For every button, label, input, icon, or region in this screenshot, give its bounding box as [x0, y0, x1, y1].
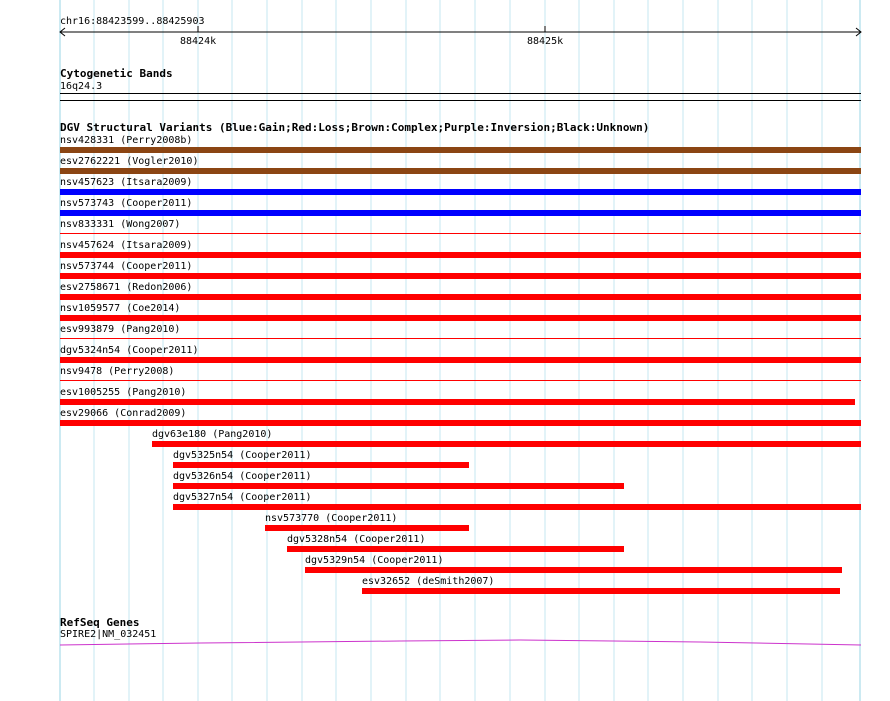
variant-bar[interactable] — [305, 567, 842, 573]
variant-bar[interactable] — [60, 399, 855, 405]
variant-label[interactable]: nsv573770 (Cooper2011) — [265, 513, 398, 524]
variant-bar[interactable] — [362, 588, 840, 594]
variant-bar[interactable] — [60, 315, 861, 321]
variant-label[interactable]: dgv5324n54 (Cooper2011) — [60, 345, 199, 356]
variant-label[interactable]: esv29066 (Conrad2009) — [60, 408, 187, 419]
variant-bar[interactable] — [60, 357, 861, 363]
variant-label[interactable]: nsv1059577 (Coe2014) — [60, 303, 181, 314]
variant-bar[interactable] — [287, 546, 624, 552]
gene-intron-line[interactable] — [60, 640, 861, 645]
variant-label[interactable]: dgv5329n54 (Cooper2011) — [305, 555, 444, 566]
variant-bar[interactable] — [173, 483, 624, 489]
ruler-tick-88424k: 88424k — [180, 36, 217, 47]
variant-bar[interactable] — [60, 294, 861, 300]
variant-bar[interactable] — [60, 147, 861, 153]
cytoband-line-upper — [60, 93, 861, 94]
variant-label[interactable]: nsv457624 (Itsara2009) — [60, 240, 193, 251]
variant-label[interactable]: nsv573744 (Cooper2011) — [60, 261, 193, 272]
gene-label[interactable]: SPIRE2|NM_032451 — [60, 629, 157, 640]
variant-label[interactable]: dgv5325n54 (Cooper2011) — [173, 450, 312, 461]
variant-label[interactable]: esv32652 (deSmith2007) — [362, 576, 495, 587]
variant-label[interactable]: nsv833331 (Wong2007) — [60, 219, 181, 230]
variant-label[interactable]: nsv9478 (Perry2008) — [60, 366, 175, 377]
dgv-track-title: DGV Structural Variants (Blue:Gain;Red:Loss;Brown:Complex;Purple:Inversion;Black:Unknown) — [60, 121, 650, 134]
cytoband-line-lower — [60, 100, 861, 101]
variant-bar[interactable] — [60, 420, 861, 426]
ruler-axis[interactable] — [0, 0, 890, 60]
variant-bar[interactable] — [60, 233, 861, 234]
variant-bar[interactable] — [265, 525, 469, 531]
variant-label[interactable]: dgv5328n54 (Cooper2011) — [287, 534, 426, 545]
variant-bar[interactable] — [60, 168, 861, 174]
variant-bar[interactable] — [60, 210, 861, 216]
variant-label[interactable]: esv1005255 (Pang2010) — [60, 387, 187, 398]
variant-bar[interactable] — [60, 273, 861, 279]
variant-bar[interactable] — [60, 380, 861, 381]
region-label: chr16:88423599..88425903 — [60, 16, 205, 27]
variant-label[interactable]: esv993879 (Pang2010) — [60, 324, 181, 335]
variant-label[interactable]: dgv63e180 (Pang2010) — [152, 429, 273, 440]
variant-label[interactable]: esv2758671 (Redon2006) — [60, 282, 193, 293]
variant-label[interactable]: nsv573743 (Cooper2011) — [60, 198, 193, 209]
cytoband-label: 16q24.3 — [60, 81, 103, 92]
variant-label[interactable]: dgv5326n54 (Cooper2011) — [173, 471, 312, 482]
variant-bar[interactable] — [152, 441, 861, 447]
gene-feature[interactable] — [0, 630, 890, 660]
variant-label[interactable]: dgv5327n54 (Cooper2011) — [173, 492, 312, 503]
variant-bar[interactable] — [173, 462, 469, 468]
variant-label[interactable]: esv2762221 (Vogler2010) — [60, 156, 199, 167]
variant-bar[interactable] — [60, 252, 861, 258]
variant-label[interactable]: nsv457623 (Itsara2009) — [60, 177, 193, 188]
variant-bar[interactable] — [60, 189, 861, 195]
ruler-tick-88425k: 88425k — [527, 36, 564, 47]
variant-bar[interactable] — [173, 504, 861, 510]
cytoband-track-title: Cytogenetic Bands — [60, 67, 173, 80]
variant-bar[interactable] — [60, 338, 861, 339]
refseq-track-title: RefSeq Genes — [60, 616, 140, 629]
variant-label[interactable]: nsv428331 (Perry2008b) — [60, 135, 193, 146]
